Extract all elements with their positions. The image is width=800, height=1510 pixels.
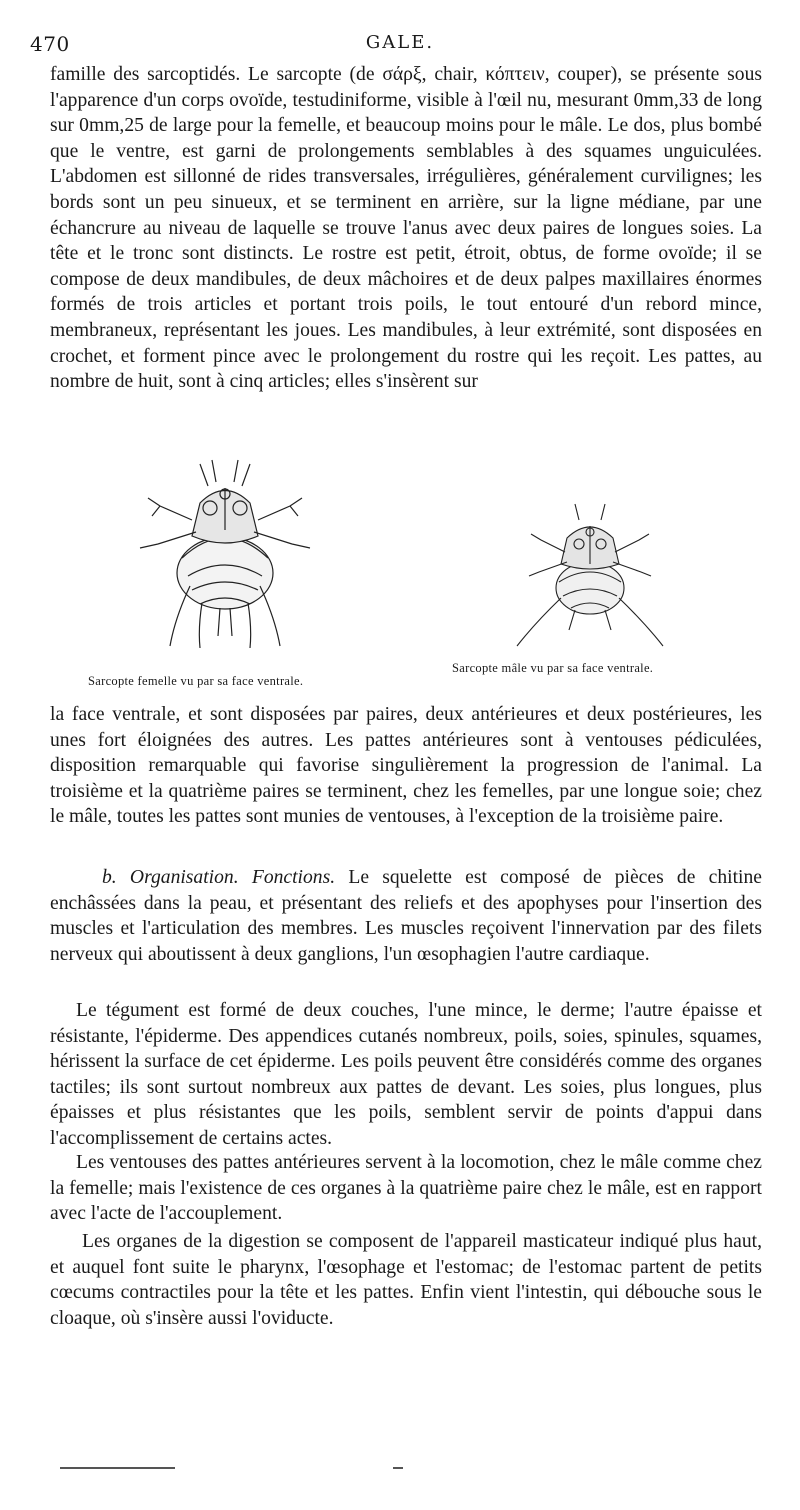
paragraph-digestion: Les organes de la digestion se composent de l'appareil masticateur indiqué plus haut, et auquel font suite le pharynx, l'œsophage et l'estomac; de l'estomac partent de petits cœcums contractiles pour la tête et les pattes. Enfin vient l'intestin, qui débouche sous le cloaque, où s'insère aussi l'oviducte. bbox=[50, 1231, 762, 1329]
footer-rule-mark bbox=[393, 1467, 403, 1469]
footer-rule-mark bbox=[60, 1467, 175, 1469]
female-mite-illustration bbox=[130, 458, 320, 648]
paragraph-description: famille des sarcoptidés. Le sarcopte (de σάρξ, chair, κόπτειν, couper), se présente sous l'apparence d'un corps ovoïde, testudiniforme, visible à l'œil nu, mesurant 0mm,33 de long sur 0mm,25 de large pour la femelle, et beaucoup moins pour le mâle. Le dos, plus bombé que le ventre, est garni de prolongements semblables à des squames unguiculées. L'abdomen est sillonné de rides transversales, irrégulières, généralement curvilignes; les bords sont un peu sinueux, et se terminent en arrière, sur la ligne médiane, par une échancrure au niveau de laquelle se trouve l'anus avec deux paires de longues soies. La tête et le tronc sont distincts. Le rostre est petit, étroit, obtus, de forme ovoïde; il se compose de deux mandibules, de deux mâchoires et de deux palpes maxillaires énormes formés de trois articles et portant trois poils, le tout entouré d'un rebord mince, membraneux, représentant les joues. Les mandibules, à leur extrémité, sont disposées en crochet, et forment pince avec le prolongement du rostre qui les reçoit. Les pattes, au nombre de huit, sont à cinq articles; elles s'insèrent sur bbox=[50, 64, 762, 393]
caption-female: Sarcopte femelle vu par sa face ventrale. bbox=[88, 674, 304, 688]
paragraph-organisation-text: Le squelette est composé de pièces de chitine enchâssées dans la peau, et présentant des reliefs et des apophyses pour l'insertion des muscles et l'articulation des membres. Les muscles reçoivent l'innervation par des filets nerveux qui aboutissent à deux ganglions, l'un œsophagien l'autre cardiaque. bbox=[50, 867, 762, 965]
male-mite-illustration bbox=[495, 498, 685, 648]
page-number: 470 bbox=[30, 32, 70, 56]
caption-male: Sarcopte mâle vu par sa face ventrale. bbox=[452, 661, 654, 675]
section-heading-organisation: b. Organisation. Fonctions. bbox=[102, 867, 336, 888]
paragraph-tegument: Le tégument est formé de deux couches, l'une mince, le derme; l'autre épaisse et résistante, l'épiderme. Des appendices cutanés nombreux, poils, soies, spinules, squames, hérissent la surface de cet épiderme. Les poils peuvent être considérés comme des organes tactiles; ils sont surtout nombreux aux pattes de devant. Les soies, plus longues, plus épaisses et plus résistantes que les poils, semblent servir de points d'appui dans l'accomplissement de certains actes. bbox=[50, 1000, 762, 1149]
figure-male-sarcopte bbox=[495, 498, 685, 648]
paragraph-ventouses: Les ventouses des pattes antérieures servent à la locomotion, chez le mâle comme chez la femelle; mais l'existence de ces organes à la quatrième paire chez le mâle, est en rapport avec l'acte de l'accouplement. bbox=[50, 1152, 762, 1225]
paragraph-organisation bbox=[50, 865, 762, 967]
figure-female-sarcopte bbox=[130, 458, 320, 648]
running-title: GALE. bbox=[365, 32, 435, 53]
paragraph-legs: la face ventrale, et sont disposées par paires, deux antérieures et deux postérieures, les unes fort éloignées des autres. Les pattes antérieures sont à ventouses pédiculées, disposition remarquable qui favorise singulièrement la progression de l'animal. La troisième et la quatrième paires se terminent, chez les femelles, par une longue soie; chez le mâle, toutes les pattes sont munies de ventouses, à l'exception de la troisième paire. bbox=[50, 704, 762, 828]
